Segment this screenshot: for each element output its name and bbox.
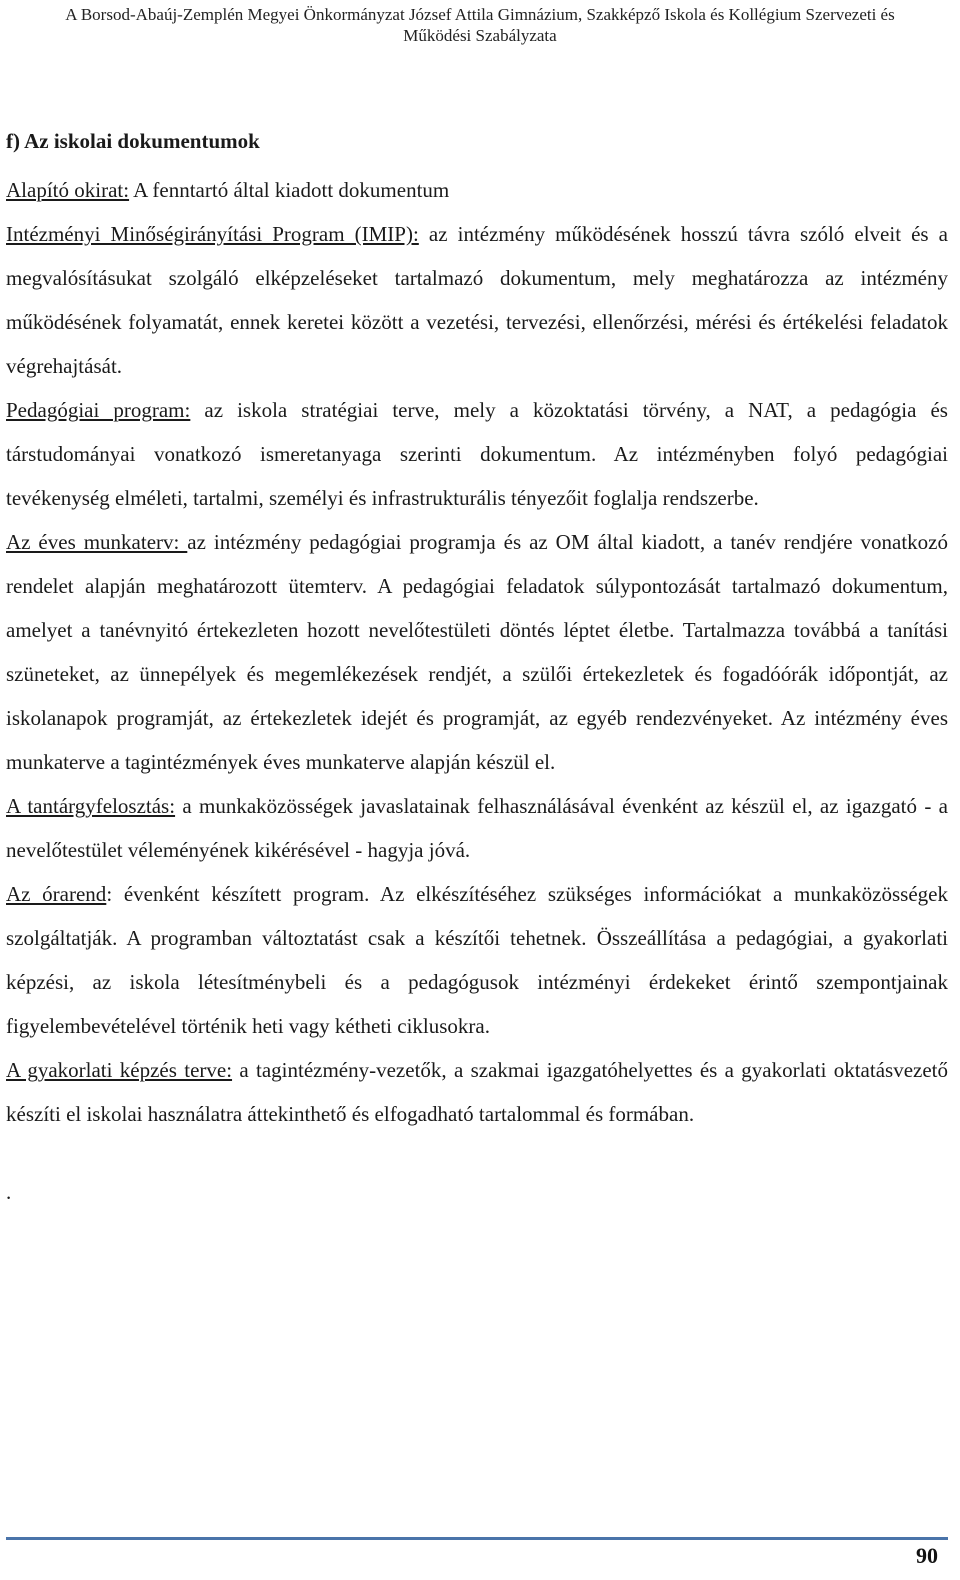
- paragraph-text: az iskola stratégiai terve, mely a közoktatási törvény, a NAT, a pedagógia és társtudományai vonatkozó ismeretanyaga szerinti dokumentum. Az intézményben folyó pedagógiai tevékenység elméleti, tartalmi, személyi és infrastrukturális tényezőit foglalja rendszerbe.: [6, 398, 948, 510]
- paragraph-text: A fenntartó által kiadott dokumentum: [129, 178, 450, 202]
- paragraph-gyakorlati-kepzes: [6, 1048, 948, 1136]
- term-label: Alapító okirat:: [6, 178, 130, 202]
- section-title: f) Az iskolai dokumentumok: [6, 129, 260, 153]
- term-label: Az éves munkaterv:: [6, 530, 188, 554]
- page-number: 90: [916, 1543, 938, 1568]
- paragraph-pedagogiai-program: [6, 388, 948, 520]
- paragraph-orarend: [6, 872, 948, 1048]
- paragraph-eves-munkaterv: [6, 520, 948, 784]
- header-line-2: Működési Szabályzata: [403, 26, 557, 45]
- paragraph-text: az intézmény működésének hosszú távra szóló elveit és a megvalósításukat szolgáló elképzeléseket tartalmazó dokumentum, mely meghatározza az intézmény működésének folyamatát, ennek keretei között a vezetési, tervezési, ellenőrzési, mérési és értékelési feladatok végrehajtását.: [6, 222, 948, 378]
- paragraph-alapito-okirat: [6, 168, 948, 212]
- paragraph-text: : évenként készített program. Az elkészítéséhez szükséges információkat a munkaközösségek szolgáltatják. A programban változtatást csak a készítői tehetnek. Összeállítása a pedagógiai, a gyakorlati képzési, az iskola létesítménybeli és a pedagógusok intézményi érdekeket érintő szempontjainak figyelembevételével történik heti vagy kétheti ciklusokra.: [6, 882, 948, 1038]
- header-line-1: A Borsod-Abaúj-Zemplén Megyei Önkormányzat József Attila Gimnázium, Szakképző Iskola és Kollégium Szervezeti és: [65, 5, 895, 24]
- page-header: [0, 4, 960, 46]
- term-label: Intézményi Minőségirányítási Program (IMIP):: [6, 222, 419, 246]
- footer-rule: [6, 1537, 948, 1540]
- paragraph-imip: [6, 212, 948, 388]
- paragraph-text: a tagintézmény-vezetők, a szakmai igazgatóhelyettes és a gyakorlati oktatásvezető készíti el iskolai használatra áttekinthető és elfogadható tartalommal és formában.: [6, 1058, 949, 1126]
- term-label: Az órarend: [6, 882, 107, 906]
- term-label: Pedagógiai program:: [6, 398, 191, 422]
- term-label: A tantárgyfelosztás:: [6, 794, 176, 818]
- stray-mark: .: [6, 1180, 12, 1204]
- paragraph-tantargyfelosztas: [6, 784, 948, 872]
- paragraph-text: az intézmény pedagógiai programja és az OM által kiadott, a tanév rendjére vonatkozó rendelet alapján meghatározott ütemterv. A pedagógiai feladatok súlypontozását tartalmazó dokumentum, amelyet a tanévnyitó értekezleten hozott nevelőtestületi döntés léptet életbe. Tartalmazza továbbá a tanítási szüneteket, az ünnepélyek és megemlékezések rendjét, a szülői értekezletek és fogadóórák időpontját, az iskolanapok programját, az értekezletek idejét és programját, az egyéb rendezvényeket. Az intézmény éves munkaterve a tagintézmények éves munkaterve alapján készül el.: [6, 530, 948, 774]
- term-label: A gyakorlati képzés terve:: [6, 1058, 233, 1082]
- document-body: [6, 128, 948, 1214]
- paragraph-text: a munkaközösségek javaslatainak felhasználásával évenként az készül el, az igazgató - a nevelőtestület véleményének kikérésével - hagyja jóvá.: [6, 794, 948, 862]
